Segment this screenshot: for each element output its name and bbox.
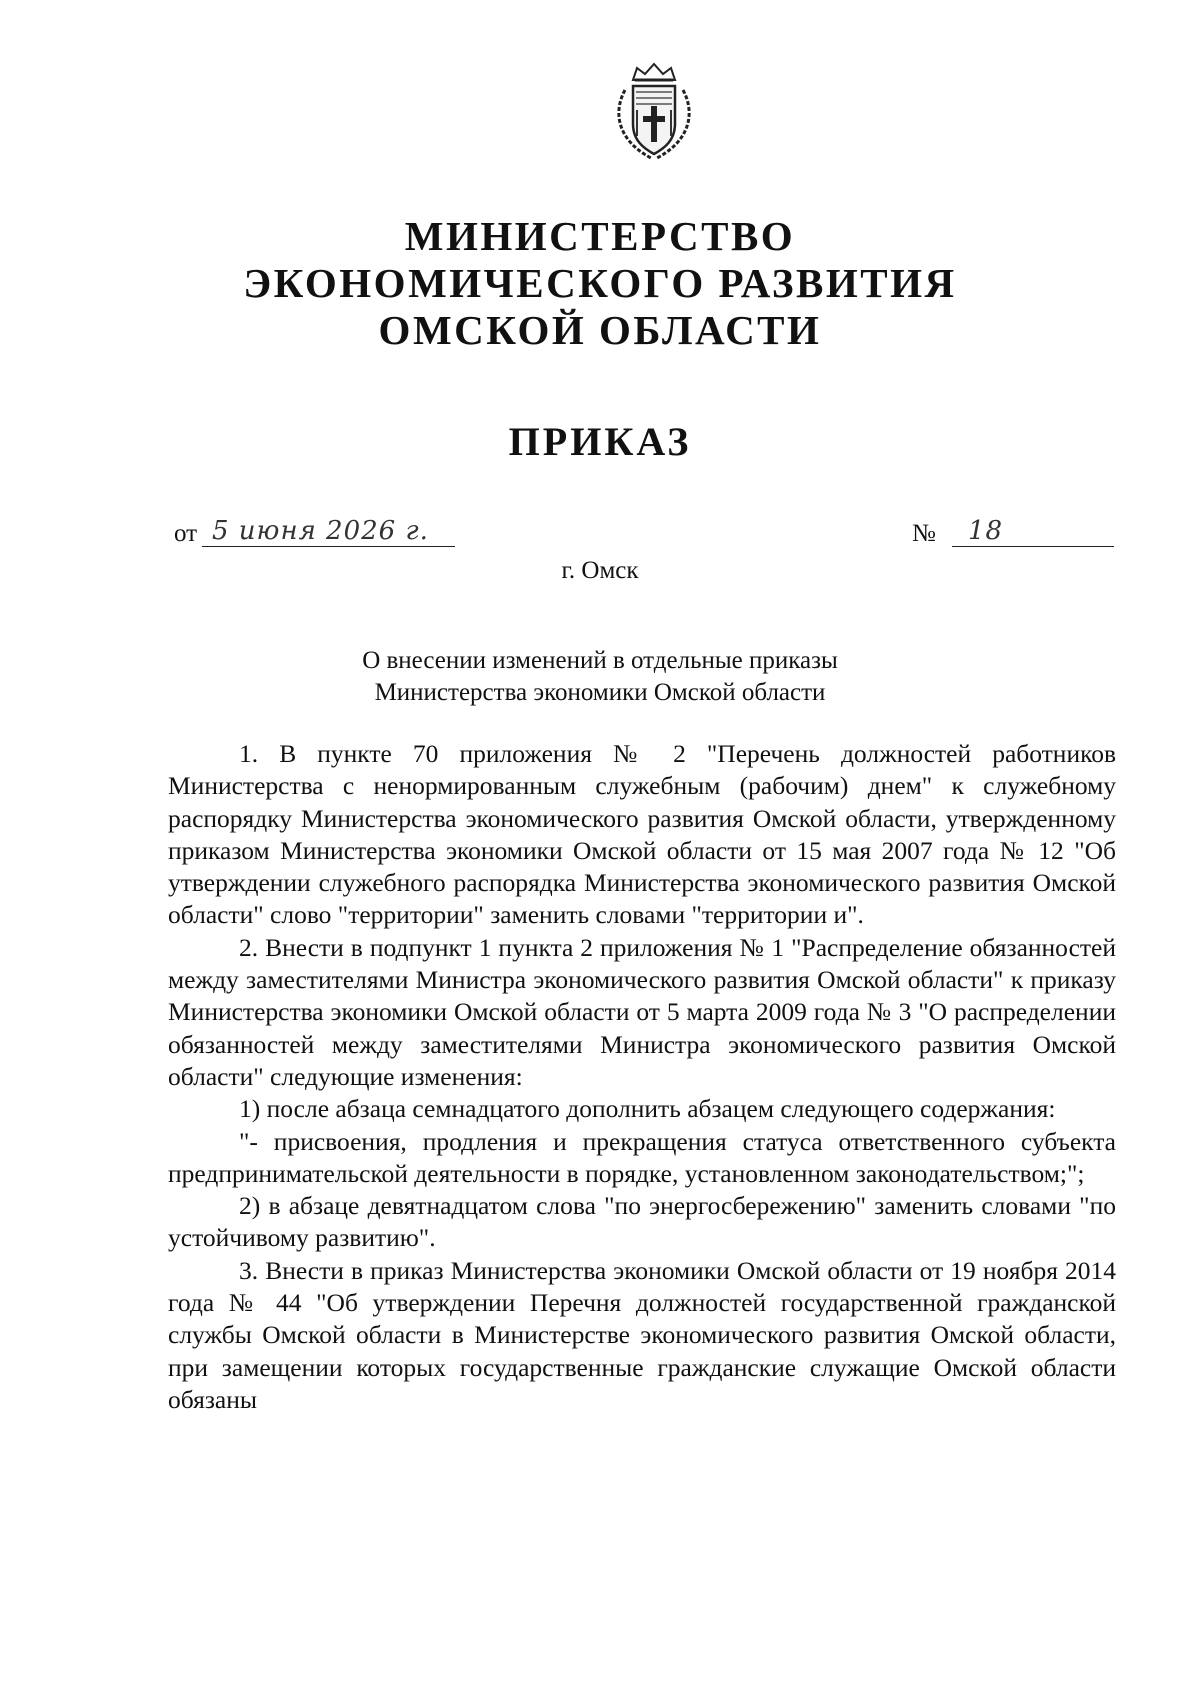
- paragraph: "- присвоения, продления и прекращения статуса ответственного субъекта предпринимательской деятельности в порядке, установленном законодательством;";: [168, 1126, 1116, 1188]
- ministry-name: [0, 213, 1200, 354]
- coat-of-arms-icon: [611, 62, 697, 162]
- date-number-row: [174, 514, 1116, 554]
- ministry-line: ОМСКОЙ ОБЛАСТИ: [378, 307, 822, 353]
- handwritten-number: 18: [968, 516, 1004, 546]
- ministry-line: ЭКОНОМИЧЕСКОГО РАЗВИТИЯ: [243, 260, 957, 306]
- handwritten-date: 5 июня 2026 г.: [212, 516, 429, 546]
- order-body: [168, 738, 1116, 1416]
- paragraph: 3. Внести в приказ Министерства экономики Омской области от 19 ноября 2014 года № 44 "Об утверждении Перечня должностей государственной гражданской службы Омской области в Министерстве экономического развития Омской области, при замещении которых государственные гражданские служащие Омской области обязаны: [168, 1255, 1116, 1414]
- paragraph: 1) после абзаца семнадцатого дополнить абзацем следующего содержания:: [239, 1094, 1056, 1124]
- date-prefix: от: [174, 520, 198, 547]
- paragraph: 2. Внести в подпункт 1 пункта 2 приложения № 1 "Распределение обязанностей между заместителями Министра экономического развития Омской области" к приказу Министерства экономики Омской области от 5 марта 2009 года № 3 "О распределении обязанностей между заместителями Министра экономического развития Омской области" следующие изменения:: [168, 932, 1116, 1091]
- ministry-line: МИНИСТЕРСТВО: [404, 213, 796, 259]
- subject-line: Министерства экономики Омской области: [374, 679, 826, 706]
- paragraph: 1. В пункте 70 приложения № 2 "Перечень должностей работников Министерства с ненормированным служебным (рабочим) днем" к служебному распорядку Министерства экономического развития Омской области, утвержденному приказом Министерства экономики Омской области от 15 мая 2007 года № 12 "Об утверждении служебного распорядка Министерства экономического развития Омской области" слово "территории" заменить словами "территории и".: [168, 739, 1116, 930]
- paragraph: 2) в абзаце девятнадцатом слова "по энергосбережению" заменить словами "по устойчивому развитию".: [168, 1191, 1116, 1253]
- subject-line: О внесении изменений в отдельные приказы: [362, 647, 838, 674]
- city: г. Омск: [561, 557, 639, 584]
- order-subject: [0, 645, 1200, 709]
- date-field: [202, 516, 455, 547]
- number-label: №: [912, 520, 936, 547]
- number-field: [952, 516, 1114, 547]
- document-type: ПРИКАЗ: [508, 419, 692, 464]
